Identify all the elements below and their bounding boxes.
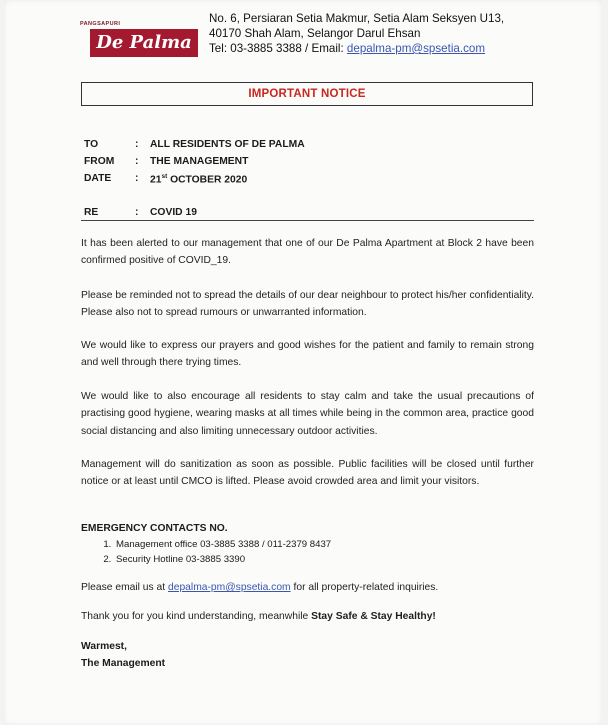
paragraph-5: Management will do sanitization as soon as possible. Public facilities will be closed until further notice or at least until CMCO is lifted. Please avoid crowded area and limit your visitors. <box>81 459 534 488</box>
stay-safe-text: Stay Safe & Stay Healthy! <box>311 611 436 622</box>
notice-page <box>4 0 602 725</box>
notice-title: IMPORTANT NOTICE <box>81 82 533 106</box>
to-colon: : <box>135 139 139 150</box>
date-suffix: st <box>161 173 168 180</box>
signature-text: The Management <box>81 658 166 669</box>
closing-text: Warmest, <box>81 641 127 652</box>
re-value: COVID 19 <box>150 207 197 218</box>
re-colon: : <box>135 207 139 218</box>
email-paragraph <box>81 579 534 596</box>
address-block <box>209 11 504 56</box>
date-colon: : <box>135 173 139 184</box>
signoff <box>81 638 165 672</box>
date-value <box>150 173 247 185</box>
list-item: 1. Management office 03-3885 3388 / 011-2379 8437 <box>114 537 331 552</box>
logo-subtitle: PANGSAPURI <box>80 21 121 27</box>
paragraph-3: We would like to express our prayers and good wishes for the patient and family to remain strong and well through there trying times. <box>81 340 534 369</box>
subject-divider <box>81 220 534 221</box>
email-text-after: for all property-related inquiries. <box>290 582 439 593</box>
de-palma-logo <box>78 21 198 61</box>
emergency-heading: EMERGENCY CONTACTS NO. <box>81 523 228 534</box>
thanks-paragraph <box>81 608 534 625</box>
date-day: 21 <box>150 174 162 186</box>
re-label: RE <box>84 207 99 218</box>
date-rest: OCTOBER 2020 <box>167 174 248 186</box>
body-email-link[interactable]: depalma-pm@spsetia.com <box>168 582 291 593</box>
thanks-text: Thank you for you kind understanding, meanwhile <box>81 611 312 622</box>
paragraph-2: Please be reminded not to spread the details of our dear neighbour to protect his/her confidentiality. Please also not to spread rumours or unwarranted information. <box>81 290 534 319</box>
address-line-1: No. 6, Persiaran Setia Makmur, Setia Alam Seksyen U13, <box>209 12 505 25</box>
contact-line <box>209 41 504 56</box>
tel-text: Tel: 03-3885 3388 / Email: <box>209 42 347 55</box>
to-label: TO <box>84 139 99 150</box>
header-email-link[interactable]: depalma-pm@spsetia.com <box>346 42 485 55</box>
emergency-list <box>99 537 331 567</box>
from-colon: : <box>135 156 139 167</box>
from-label: FROM <box>84 156 115 167</box>
paragraph-4: We would like to also encourage all residents to stay calm and take the usual precautions of practising good hygiene, wearing masks at all times while being in the common area, practice good social distancing and also limiting unnecessary outdoor activities. <box>81 391 534 437</box>
logo-wordmark: De Palma <box>90 29 198 57</box>
paragraph-1: It has been alerted to our management that one of our De Palma Apartment at Block 2 have been confirmed positive of COVID_19. <box>81 238 534 267</box>
date-label: DATE <box>84 173 112 184</box>
from-value: THE MANAGEMENT <box>150 156 249 167</box>
email-text-before: Please email us at <box>81 582 168 593</box>
address-line-2: 40170 Shah Alam, Selangor Darul Ehsan <box>209 27 421 40</box>
to-value: ALL RESIDENTS OF DE PALMA <box>150 139 305 150</box>
list-item: 2. Security Hotline 03-3885 3390 <box>114 552 331 567</box>
